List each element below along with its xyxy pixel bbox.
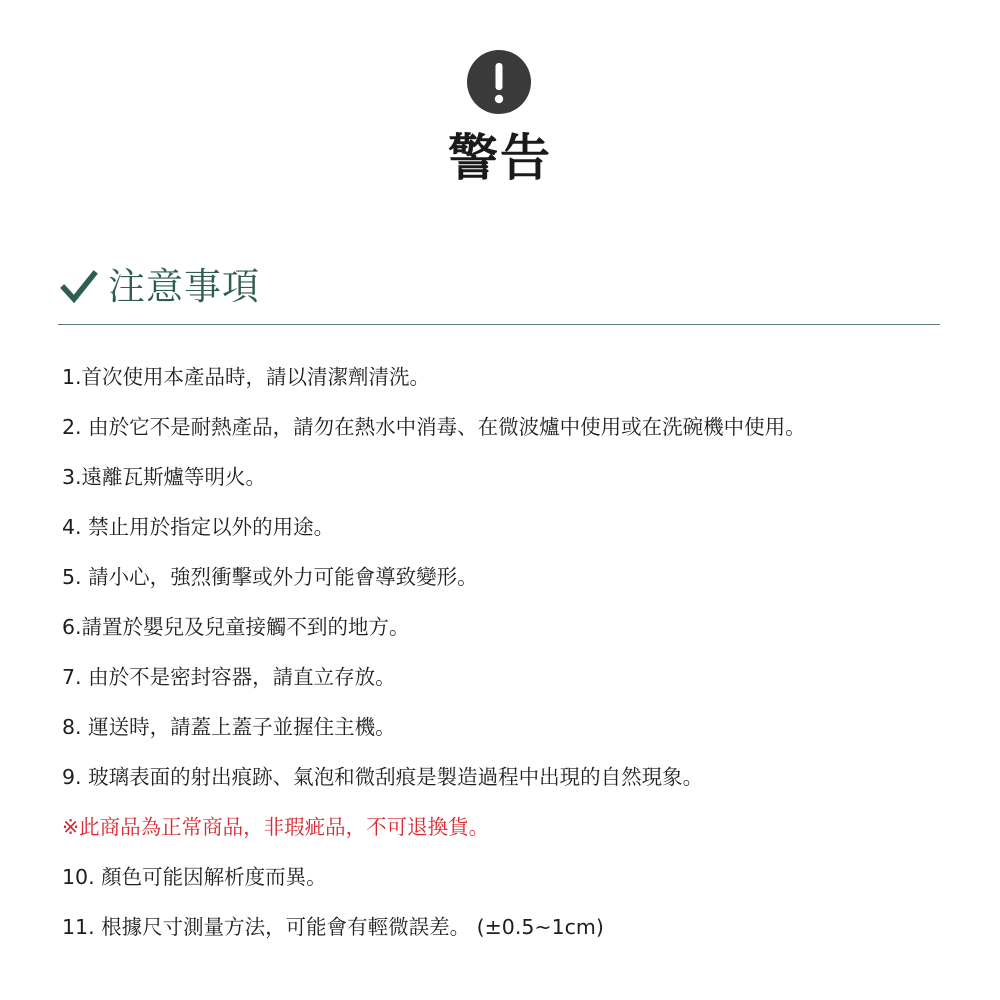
warning-title: 警告 <box>448 129 552 187</box>
exclamation-circle-icon <box>467 50 531 114</box>
section-title: 注意事項 <box>108 265 260 308</box>
section-divider <box>58 324 940 325</box>
note-item-3: 3.遠離瓦斯爐等明火。 <box>62 465 267 489</box>
section-header <box>60 262 260 312</box>
note-item-9: 9. 玻璃表面的射出痕跡、氣泡和微刮痕是製造過程中出現的自然現象。 <box>62 765 704 789</box>
note-item-6: 6.請置於嬰兒及兒童接觸不到的地方。 <box>62 615 410 639</box>
note-item-1: 1.首次使用本產品時，請以清潔劑清洗。 <box>62 365 431 389</box>
note-item-4: 4. 禁止用於指定以外的用途。 <box>62 515 335 539</box>
note-item-2: 2. 由於它不是耐熱產品，請勿在熱水中消毒、在微波爐中使用或在洗碗機中使用。 <box>62 415 806 439</box>
note-item-5: 5. 請小心，強烈衝擊或外力可能會導致變形。 <box>62 565 478 589</box>
note-item-8: 8. 運送時，請蓋上蓋子並握住主機。 <box>62 715 396 739</box>
note-item-10: 10. 顏色可能因解析度而異。 <box>62 865 327 889</box>
no-return-notice: ※此商品為正常商品，非瑕疵品，不可退換貨。 <box>62 815 490 839</box>
note-item-11: 11. 根據尺寸測量方法，可能會有輕微誤差。 (±0.5~1cm) <box>62 915 604 939</box>
check-icon <box>60 268 98 306</box>
note-item-7: 7. 由於不是密封容器，請直立存放。 <box>62 665 396 689</box>
